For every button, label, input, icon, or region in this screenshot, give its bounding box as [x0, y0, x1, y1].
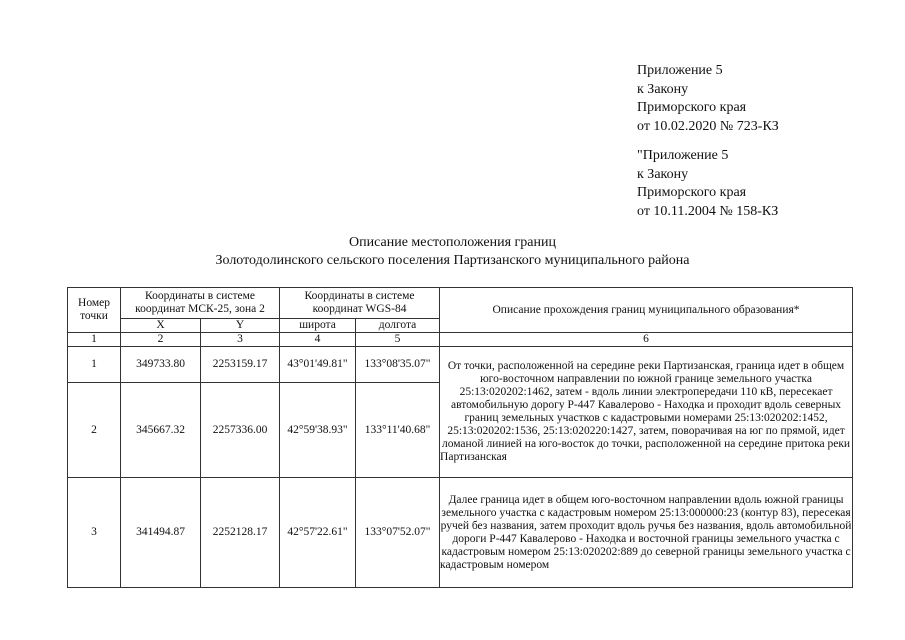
document-subtitle: Золотодолинского сельского поселения Партизанского муниципального района: [215, 253, 690, 268]
boundary-points-table: [67, 287, 853, 588]
point-number: 3: [68, 478, 121, 588]
header-longitude: долгота: [356, 319, 440, 333]
header-line: Приморского края: [637, 185, 747, 200]
longitude: 133°11'40.68": [356, 383, 440, 478]
latitude: 42°59'38.93": [280, 383, 356, 478]
header-line: Приморского края: [637, 100, 747, 115]
original-law-header: [637, 147, 778, 221]
coord-x: 349733.80: [121, 347, 201, 383]
amendment-header: [637, 62, 779, 136]
coord-y: 2253159.17: [201, 347, 280, 383]
longitude: 133°08'35.07": [356, 347, 440, 383]
point-number: 1: [68, 347, 121, 383]
point-number: 2: [68, 383, 121, 478]
longitude: 133°07'52.07": [356, 478, 440, 588]
column-number: 2: [121, 333, 201, 347]
page-cutoff: [0, 591, 905, 640]
latitude: 43°01'49.81": [280, 347, 356, 383]
boundary-description: От точки, расположенной на середине реки Партизанская, граница идет в общем юго-восточном направлении по южной границе земельного участка 25:13:020202:1462, затем - вдоль линии электропередачи 110 кВ, пересекает автомобильную дорогу Р-447 Кавалерово - Находка и проходит вдоль северных границ земельных участков с кадастровыми номерами 25:13:020202:1452, 25:13:020202:1536, 25:13:020220:1427, затем, поворачивая на юг по прямой, идет ломаной линией на юго-восток до точки, расположенной на середине притока реки Партизанская: [440, 347, 853, 478]
column-number: 4: [280, 333, 356, 347]
coord-x: 341494.87: [121, 478, 201, 588]
header-line: Приложение 5: [637, 63, 723, 78]
header-line: к Закону: [637, 166, 689, 182]
coord-y: 2252128.17: [201, 478, 280, 588]
header-description: Описание прохождения границ муниципального образования*: [440, 288, 853, 333]
latitude: 42°57'22.61": [280, 478, 356, 588]
coord-y: 2257336.00: [201, 383, 280, 478]
header-point-number: Номер точки: [68, 288, 121, 333]
boundary-description: Далее граница идет в общем юго-восточном направлении вдоль южной границы земельного участка с кадастровым номером 25:13:000000:23 (контур 83), пересекая ручей без названия, затем проходит вдоль ручья без названия, вдоль автомобильной дороги Р-447 Кавалерово - Находка и восточной границы земельного участка с кадастровым номером 25:13:020202:889 до северной границы земельного участка с кадастровым номером: [440, 478, 853, 588]
column-number: 3: [201, 333, 280, 347]
column-number: 6: [440, 333, 853, 347]
header-y: Y: [201, 319, 280, 333]
table-row: [68, 347, 853, 383]
header-latitude: широта: [280, 319, 356, 333]
document-title: Описание местоположения границ: [349, 235, 556, 250]
header-x: X: [121, 319, 201, 333]
header-line: к Закону: [637, 81, 689, 97]
column-number: 5: [356, 333, 440, 347]
header-msk-coordinates: Координаты в системе координат МСК-25, зона 2: [121, 288, 280, 319]
header-line: от 10.11.2004 № 158-КЗ: [637, 203, 779, 219]
column-number: 1: [68, 333, 121, 347]
table-row: [68, 478, 853, 588]
header-line: "Приложение 5: [637, 148, 729, 163]
coord-x: 345667.32: [121, 383, 201, 478]
header-line: от 10.02.2020 № 723-КЗ: [637, 118, 779, 134]
header-wgs-coordinates: Координаты в системе координат WGS-84: [280, 288, 440, 319]
